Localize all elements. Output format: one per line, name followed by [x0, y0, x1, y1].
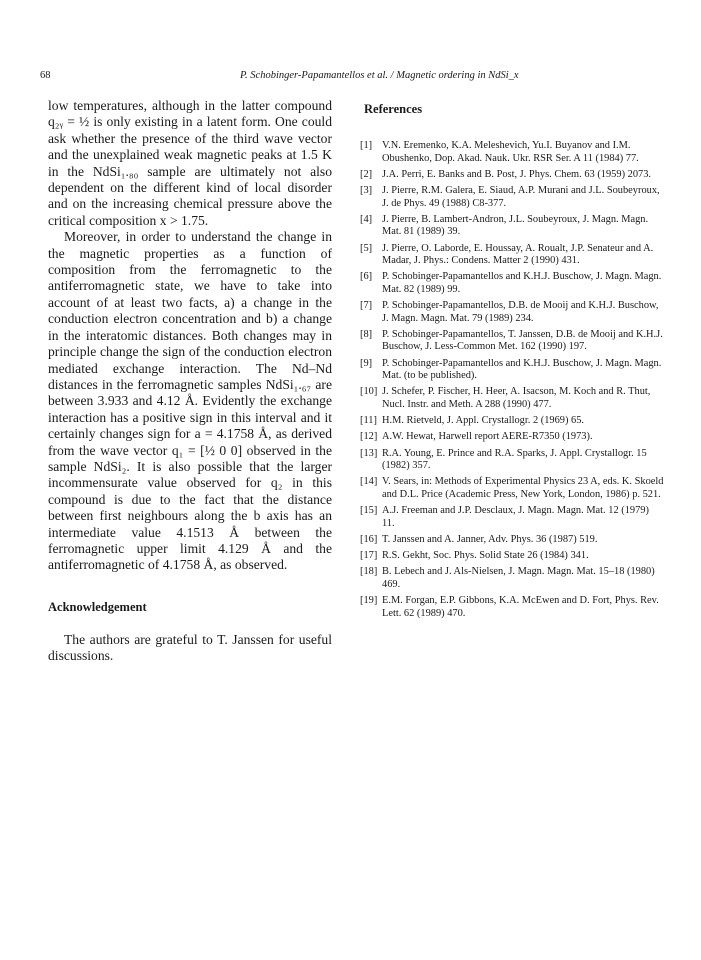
reference-text: R.A. Young, E. Prince and R.A. Sparks, J. Appl. Crystallogr. 15 (1982) 357.	[382, 447, 647, 472]
reference-number: [14]	[360, 476, 378, 488]
reference-text: V. Sears, in: Methods of Experimental Physics 23 A, eds. K. Skoeld and D.L. Price (Academic Press, New York, London, 1986) p. 521.	[382, 476, 664, 500]
reference-text: J. Pierre, B. Lambert-Andron, J.L. Soubeyroux, J. Magn. Magn. Mat. 81 (1989) 39.	[382, 213, 649, 238]
reference-number: [19]	[360, 595, 378, 607]
reference-text: P. Schobinger-Papamantellos and K.H.J. Buschow, J. Magn. Magn. Mat. (to be published).	[382, 357, 662, 382]
reference-text: P. Schobinger-Papamantellos, T. Janssen, D.B. de Mooij and K.H.J. Buschow, J. Less-Common Met. 162 (1990) 197.	[382, 328, 663, 353]
acknowledgement-text: The authors are grateful to T. Janssen for useful discussions.	[48, 632, 332, 664]
reference-text: E.M. Forgan, E.P. Gibbons, K.A. McEwen and D. Fort, Phys. Rev. Lett. 62 (1989) 470.	[382, 595, 659, 619]
reference-item	[360, 415, 664, 428]
reference-number: [1]	[360, 140, 373, 151]
references-list	[360, 140, 664, 624]
reference-text: R.S. Gekht, Soc. Phys. Solid State 26 (1984) 341.	[382, 550, 589, 562]
reference-number: [16]	[360, 533, 378, 545]
reference-item	[360, 431, 664, 444]
reference-text: J.A. Perri, E. Banks and B. Post, J. Phys. Chem. 63 (1959) 2073.	[382, 168, 652, 180]
references-heading: References	[364, 102, 423, 116]
acknowledgement-heading: Acknowledgement	[48, 600, 147, 614]
reference-number: [2]	[360, 168, 373, 180]
reference-number: [11]	[360, 415, 377, 427]
reference-number: [7]	[360, 300, 373, 312]
acknowledgement-section	[48, 632, 332, 665]
body-paragraph-1: low temperatures, although in the latter compound q₂ᵧ = ½ is only existing in a latent form. One could ask whether the presence of the third wave vector and the unexplained weak magnetic peaks at 1.5 K in the NdSi₁.₈₀ sample are ultimately not also dependent on the different kind of local disorder and on the increasing chemical pressure above the critical composition x > 1.75.	[48, 98, 332, 228]
reference-item	[360, 595, 664, 620]
reference-item	[360, 300, 664, 325]
reference-text: V.N. Eremenko, K.A. Meleshevich, Yu.I. Buyanov and I.M. Obushenko, Dop. Akad. Nauk. Ukr. RSR Ser. A 11 (1984) 77.	[382, 140, 639, 164]
reference-number: [8]	[360, 328, 373, 340]
reference-item	[360, 550, 664, 563]
reference-number: [3]	[360, 184, 373, 196]
reference-item	[360, 271, 664, 296]
reference-item	[360, 169, 664, 182]
reference-number: [15]	[360, 505, 378, 517]
reference-item	[360, 185, 664, 210]
reference-text: J. Pierre, R.M. Galera, E. Siaud, A.P. Murani and J.L. Soubeyroux, J. de Phys. 49 (1988) C8-377.	[382, 184, 660, 209]
body-text	[48, 98, 332, 574]
reference-number: [9]	[360, 357, 373, 369]
reference-number: [12]	[360, 431, 378, 443]
reference-item	[360, 386, 664, 411]
reference-item	[360, 329, 664, 354]
reference-text: J. Schefer, P. Fischer, H. Heer, A. Isacson, M. Koch and R. Thut, Nucl. Instr. and Meth. A 288 (1990) 477.	[382, 386, 651, 411]
reference-number: [13]	[360, 447, 378, 459]
reference-text: A.W. Hewat, Harwell report AERE-R7350 (1973).	[382, 431, 593, 443]
reference-number: [5]	[360, 242, 373, 254]
reference-item	[360, 534, 664, 547]
reference-item	[360, 476, 664, 501]
body-paragraph-2: Moreover, in order to understand the change in the magnetic properties as a function of composition from the ferromagnetic to the antiferromagnetic state, we have to take into account of at least two facts, a) a change in the conduction electron concentration and b) a change in the interatomic distances. Both changes may in principle change the sign of the conduction electron mediated exchange interaction. The Nd–Nd distances in the ferromagnetic samples NdSi₁.₆₇ are between 3.933 and 4.12 Å. Evidently the exchange interaction has a positive sign in this interval and it certainly changes sign for a = 4.1758 Å, as derived from the wave vector q₁ = [½ 0 0] observed in the sample NdSi₂. It is also possible that the larger incommensurate value observed for q₂ in this compound is due to the fact that the distance between first neighbours along the b axis has an intermediate value 4.1513 Å between the ferromagnetic upper limit 4.129 Å and the antiferromagnetic of 4.1758 Å, as observed.	[48, 229, 332, 573]
reference-item	[360, 448, 664, 473]
reference-number: [4]	[360, 213, 373, 225]
reference-text: J. Pierre, O. Laborde, E. Houssay, A. Roualt, J.P. Senateur and A. Madar, J. Phys.: Condens. Matter 2 (1990) 431.	[382, 242, 654, 267]
reference-number: [6]	[360, 271, 373, 283]
reference-text: P. Schobinger-Papamantellos and K.H.J. Buschow, J. Magn. Magn. Mat. 82 (1989) 99.	[382, 271, 662, 295]
reference-item	[360, 243, 664, 268]
reference-number: [18]	[360, 566, 378, 578]
reference-item	[360, 505, 664, 530]
reference-item	[360, 566, 664, 591]
reference-item	[360, 140, 664, 165]
reference-text: B. Lebech and J. Als-Nielsen, J. Magn. Magn. Mat. 15–18 (1980) 469.	[382, 566, 655, 590]
reference-number: [10]	[360, 386, 378, 398]
page-number: 68	[40, 70, 51, 81]
running-head: P. Schobinger-Papamantellos et al. / Magnetic ordering in NdSi_x	[240, 70, 519, 81]
reference-text: T. Janssen and A. Janner, Adv. Phys. 36 (1987) 519.	[382, 533, 598, 545]
page-header	[40, 70, 660, 86]
reference-text: A.J. Freeman and J.P. Desclaux, J. Magn. Magn. Mat. 12 (1979) 11.	[382, 505, 649, 529]
reference-item	[360, 214, 664, 239]
reference-text: H.M. Rietveld, J. Appl. Crystallogr. 2 (1969) 65.	[382, 415, 585, 427]
reference-text: P. Schobinger-Papamantellos, D.B. de Mooij and K.H.J. Buschow, J. Magn. Magn. Mat. 79 (1989) 234.	[382, 300, 659, 324]
reference-item	[360, 358, 664, 383]
reference-number: [17]	[360, 550, 378, 562]
